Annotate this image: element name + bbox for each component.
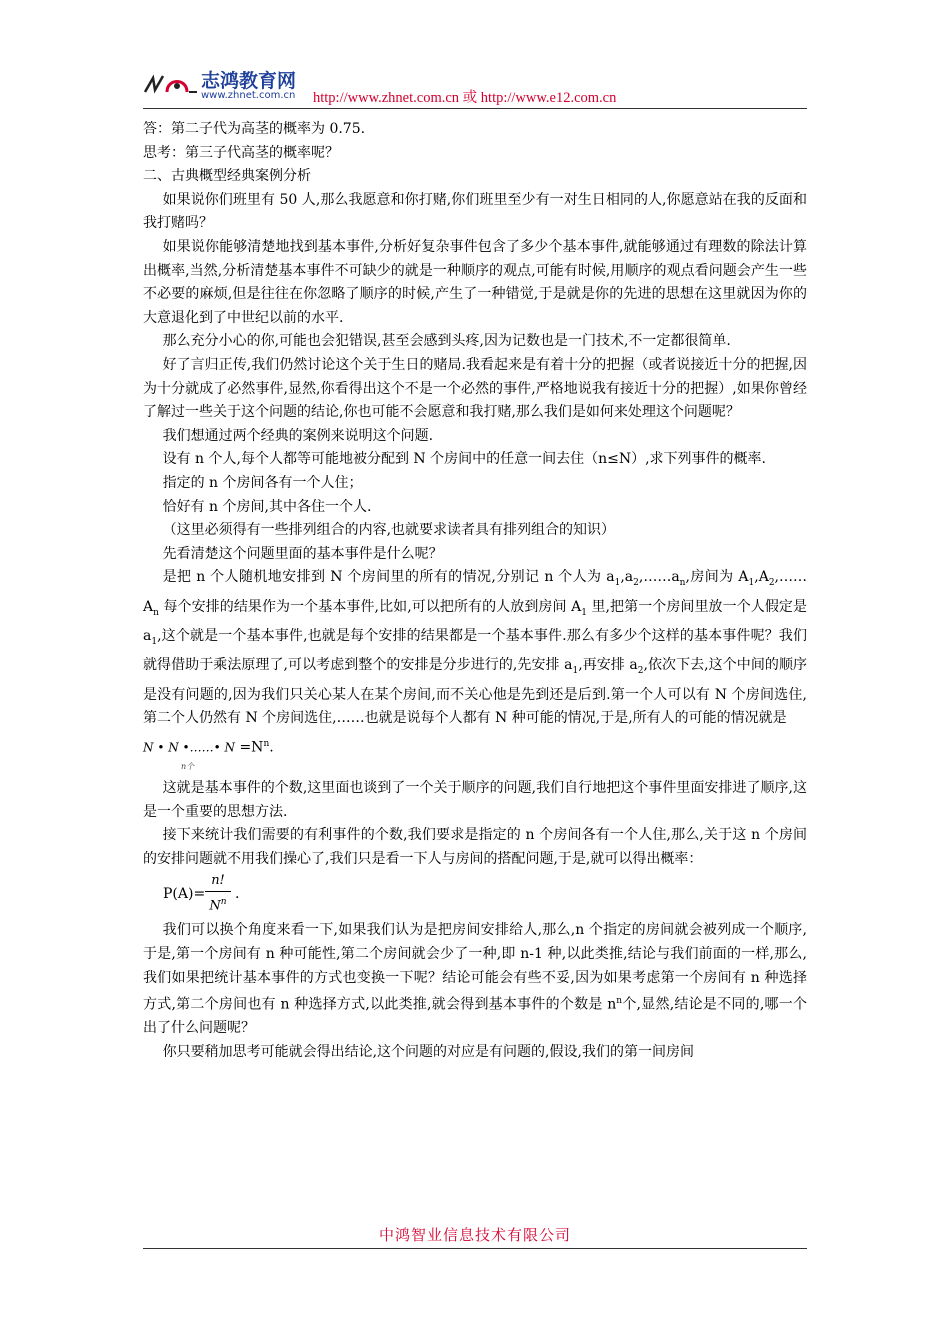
text-run: 房间为 <box>689 569 734 586</box>
formula-probability <box>143 871 807 919</box>
footer-divider <box>143 1248 807 1249</box>
paragraph: 设有 n 个人,每个人都等可能地被分配到 N 个房间中的任意一间去住（n≤N）,求下列事件的概率. <box>162 451 767 468</box>
fraction <box>205 871 231 916</box>
paragraph: 先看清楚这个问题里面的基本事件是什么呢？ <box>162 545 443 562</box>
paragraph: 如果说你们班里有 50 人,那么我愿意和你打赌,你们班里至少有一对生日相同的人,你愿意站在我的反面和我打赌吗？ <box>143 191 807 232</box>
footer-company: 中鸿智业信息技术有限公司 <box>378 1226 571 1244</box>
document-body <box>143 118 807 1065</box>
paragraph: 接下来统计我们需要的有利事件的个数,我们要求是指定的 n 个房间各有一个人住,那么,关于这 n 个房间的安排问题就不用我们操心了,我们只是看一下人与房间的搭配问题,于是,就可以得出概率： <box>143 827 807 867</box>
text-run: ,再安排 a <box>578 657 638 674</box>
paragraph: 思考：第三子代高茎的概率呢？ <box>143 144 339 161</box>
paragraph: 这就是基本事件的个数,这里面也谈到了一个关于顺序的问题,我们自行地把这个事件里面安排进了顺序,这是一个重要的思想方法. <box>143 780 807 820</box>
logo-url: www.zhnet.com.cn <box>201 90 296 101</box>
paragraph: 好了言归正传,我们仍然讨论这个关于生日的赌局.我看起来是有着十分的把握（或者说接近十分的把握,因为十分就成了必然事件,显然,你看得出这个不是一个必然的事件,严格地说我有接近十分的把握）,如果你曾经了解过一些关于这个问题的结论,你也可能不会愿意和我打赌,那么我们是如何来处理这个问题呢？ <box>143 356 807 421</box>
formula-subscript: n个 <box>181 762 195 772</box>
text-run: 每个安排的结果作为一个基本事件,比如,可以把所有的人放到房间 A <box>163 598 582 615</box>
formula-product <box>143 731 807 777</box>
text-run: 里,把第一个房间里放一个人假定是 a <box>143 598 808 645</box>
text-run: ,依次下去,这个中间的顺序是没有问题的,因为我们只关心某人在某个房间,而不关心他是先到还是后到.第一个人可以有 N 个房间选住,第二个人仍然有 N 个房间选住,……也就是说每个人都有 N 种可能的情况,于是,所有人的可能的情况就是 <box>143 657 808 727</box>
list-item: 指定的 n 个房间各有一个人住； <box>162 474 363 491</box>
header-links[interactable]: http://www.zhnet.com.cn 或 http://www.e12.com.cn <box>313 90 617 106</box>
logo-title: 志鸿教育网 <box>201 70 297 92</box>
paragraph: （这里必须得有一些排列组合的内容,也就要求读者具有排列组合的知识） <box>162 522 616 539</box>
paragraph: 如果说你能够清楚地找到基本事件,分析好复杂事件包含了多少个基本事件,就能够通过有理数的除法计算出概率,当然,分析清楚基本事件不可缺少的就是一种顺序的观点,可能有时候,用顺序的观点看问题会产生一些不必要的麻烦,但是往往在你忽略了顺序的时候,产生了一种错觉,于是就是你的先进的思想在这里就因为你的大意退化到了中世纪以前的水平. <box>143 238 807 326</box>
formula-rhs: =N <box>239 739 264 756</box>
text-run: 是把 n 个人随机地安排到 N 个房间里的所有的情况,分别记 n 个人为 a <box>162 569 615 586</box>
formula-lhs: N • N •……• N <box>143 740 235 755</box>
site-logo[interactable] <box>143 66 313 106</box>
paragraph: 答：第二子代为高茎的概率为 0.75. <box>143 121 366 137</box>
text-run: ,这个就是一个基本事件,也就是每个安排的结果都是一个基本事件.那么有多少个这样的基本事件呢？我们就得借助于乘法原理了,可以考虑到整个的安排是分步进行的,先安排 a <box>143 628 807 674</box>
text-run: 我们可以换个角度来看一下,如果我们认为是把房间安排给人,那么,n 个指定的房间就会被列成一个顺序,于是,第一个房间有 n 种可能性,第二个房间就会少了一种,即 n-1 种,以此类推,结论与我们前面的一样,那么,我们如果把统计基本事件的方式也变换一下呢？结论可能会有些不妥,因为如果考虑第一个房间有 n 种选择方式,第二个房间也有 n 种选择方式,以此类推,就会得到基本事件的个数是 n <box>143 922 807 1013</box>
header-divider <box>143 108 807 109</box>
formula-label: P(A)= <box>163 886 206 903</box>
formula-text: N • N •……• $N =N^n$. <box>143 739 274 756</box>
formula-period: . <box>235 886 240 903</box>
paragraph: 那么充分小心的你,可能也会犯错误,甚至会感到头疼,因为记数也是一门技术,不一定都很简单. <box>162 333 731 350</box>
paragraph: 我们可以换个角度来看一下,如果我们认为是把房间安排给人,那么,n 个指定的房间就会被列成一个顺序,于是,第一个房间有 n 种可能性,第二个房间就会少了一种,即 n-1 种,以此类推,结论与我们前面的一样,那么,我们如果把统计基本事件的方式也变换一下呢？结论可能会有些不妥,因为如果考虑第一个房间有 n 种选择方式,第二个房间也有 n 种选择方式,以此类推,就会得到基本事件的个数是 $n^n$个,显然,结论是不同的,哪一个出了什么问题呢？ <box>143 922 807 1037</box>
paragraph: 你只要稍加思考可能就会得出结论,这个问题的对应是有问题的,假设,我们的第一间房间 <box>162 1044 694 1061</box>
list-item: 恰好有 n 个房间,其中各住一个人. <box>162 498 372 515</box>
section-heading: 二、古典概型经典案例分析 <box>143 168 311 185</box>
fraction-denominator: $N^n$ <box>209 897 227 914</box>
fraction-numerator: n! <box>211 873 225 889</box>
paragraph: 是把 n 个人随机地安排到 N 个房间里的所有的情况,分别记 n 个人为 $a_1,a_2,\dots\dots a_n$,房间为 $A_1,A_2,\dots\dots A_n$ 每个安排的结果作为一个基本事件,比如,可以把所有的人放到房间 $A_1$ 里,把第一个房间里放一个人假定是 $a_1$,这个就是一个基本事件,也就是每个安排的结果都是一个基本事件.那么有多少个这样的基本事件呢？我们就得借助于乘法原理了,可以考虑到整个的安排是分步进行的,先安排 $a_1$,再安排 $a_2$,依次下去,这个中间的顺序是没有问题的,因为我们只关心某人在某个房间,而不关心他是先到还是后到.第一个人可以有 N 个房间选住,第二个人仍然有 N 个房间选住,……也就是说每个人都有 N 种可能的情况,于是,所有人的可能的情况就是 <box>143 569 808 727</box>
page-header <box>143 66 807 110</box>
denominator-base: N <box>209 898 221 914</box>
logo-mark-icon <box>143 72 199 98</box>
text-run: 个,显然,结论是不同的,哪一个出了什么问题呢？ <box>143 996 807 1037</box>
paragraph: 我们想通过两个经典的案例来说明这个问题. <box>162 427 434 444</box>
